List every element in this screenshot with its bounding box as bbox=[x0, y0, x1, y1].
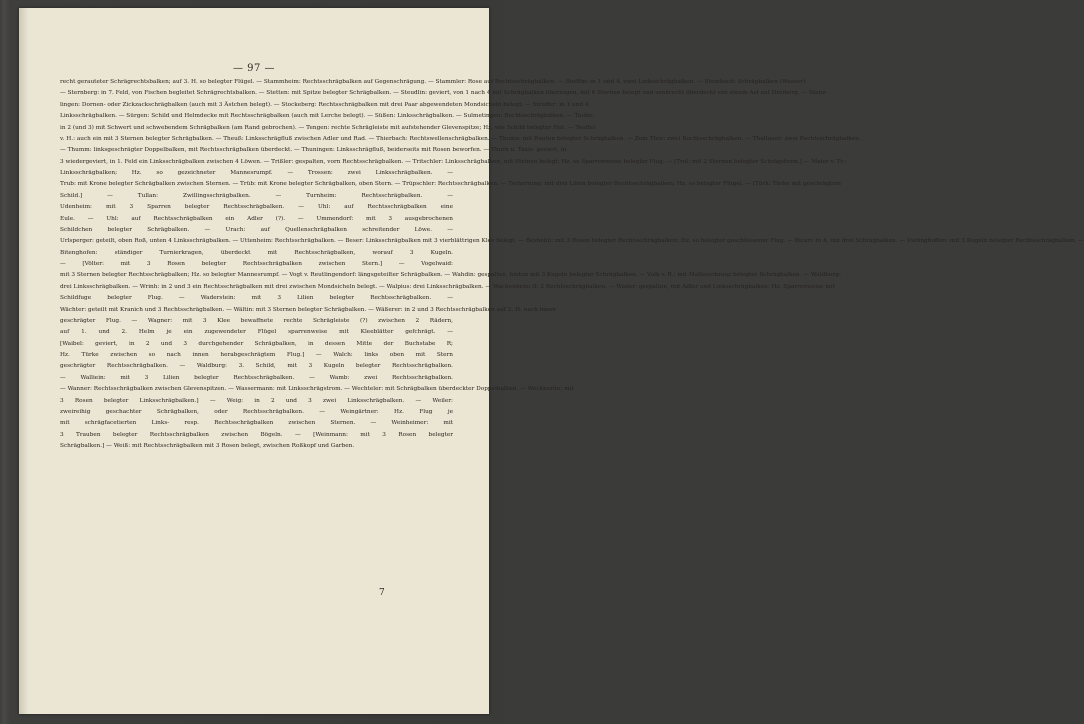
text-line: v. H.: auch ein mit 3 Sternen belegter Schrägbalken. — Theuß: Linksschrägfluß zwischen Adler und Rad. — Thierbach: Rechtswellenschrägbalken. — Thoma: mit Rauten belegter Schrägbalken. — Zum Thor: zwei Rechtsschrägbalken. — Thullauer: zwei Rechtsschrägbalken. bbox=[60, 135, 861, 142]
text-line: Urlsperger: geteilt, oben Roß, unten 4 Linksschrägbalken. — Uttenheim: Rechtsschrägbalken. — Beser: Linksschrägbalken mit 3 vierblättrigen Klee belegt. — Beyhelin: mit 3 Rosen belegter Rechtsschrägbalken; Hz. so belegter geschlossener Flug. — Bicari: in 4, mit drei Schrägbalken. — Vietinghoffen: mit 3 Kugeln belegter Rechtsschrägbalken. — bbox=[60, 238, 1084, 245]
text-line: — Walliein: mit 3 Lilien belegter Rechtsschrägbalken. — Wamb: zwei Rechtsschrägbalken. bbox=[60, 374, 453, 381]
text-line: lingen: Dornen- oder Zickzackschrägbalken (auch mit 3 Ästchen belegt). — Stockeberg: Rechtsschrägbalken mit drei Paar abgewendeten Mondsicheln belegt. — Straffer: in 1 und 4 bbox=[60, 101, 589, 108]
text-line: mit 3 Sternen belegter Rechtsschrägbalken; Hz. so belegter Mannesrumpf. — Vogt v. Reutlingendorf: längsgeteilter Schrägbalken. — Wahdin: gespalten, hinten mit 3 Kugeln belegter Schrägbalken. — Volk v. R.: mit Malteserkreuz belegter Schrägbalken. — Waldburg: bbox=[60, 272, 841, 279]
text-line: Bitenghofen: ständiger Turnierkragen, überdeckt mit Rechtsschrägbalken, worauf 3 Kugeln. bbox=[60, 249, 453, 256]
text-line: mit schrägfacetierten Links- resp. Rechtsschrägbalken zwischen Sternen. — Weinheimer: mit bbox=[60, 420, 453, 427]
text-line: [Waibel: geviert, in 2 und 3 durchgehender Schrägbalken, in dessen Mitte der Buchstabe R; bbox=[60, 340, 453, 347]
text-line: Wächter: geteilt mit Kranich und 3 Rechtsschrägbalken. — Wältin: mit 3 Sternen belegter Schrägbalken. — Wäßerer: in 2 und 3 Rechtsschrägbalken auf 2. H. nach innen bbox=[60, 306, 556, 313]
text-line: Eule. — Uhl: auf Rechtsschrägbalken ein Adler (?). — Ummendorf: mit 3 ausgebrochenen bbox=[60, 215, 453, 222]
text-line: geschrägter Flug. — Wagner: mit 3 Klee bewaffnete rechte Schrägleiste (?) zwischen 2 Rädern, bbox=[60, 317, 453, 324]
text-line: Schild.] — Tullan: Zwillingsschrägbalken. — Turnheim: Rechtsschrägbalken. — bbox=[60, 192, 453, 199]
text-line: Udenheim: mit 3 Sparren belegter Rechtsschrägbalken. — Uhl: auf Rechtsschrägbalken eine bbox=[60, 204, 453, 211]
page-number: — 97 — bbox=[232, 63, 276, 74]
text-line: — Sternberg: in 7. Feld, von Fischen begleitet Schrägrechtsbalken. — Stetten: mit Spitze belegter Schrägbalken. — Steudlin: geviert, von 1 nach 4 mit Schrägbalken überzogen, mit 6 Sternen belegt und senkrecht überdeckt von einem Ast auf Dreiberg. — Stenz- bbox=[60, 90, 828, 97]
text-line: 3 Trauben belegter Rechtsschrägbalken zwischen Bögeln. — [Weinmann: mit 3 Rosen belegter bbox=[60, 431, 453, 438]
text-line: — Thumm: linksgeschrägter Doppelbalken, mit Rechtsschrägbalken überdeckt. — Thuningen: Linksschrägfluß, beiderseits mit Rosen beworfen. — Thurn u. Taxis: geviert, in bbox=[60, 147, 567, 154]
text-line: geschrägter Rechtsschrägbalken. — Waldburg: 3. Schild, mit 3 Kugeln belegter Rechtsschrägbalken. bbox=[60, 363, 453, 370]
text-line: recht gerauteter Schrägrechtsbalken; auf 3. H. so belegter Flügel. — Stammheim: Rechtsschrägbalken auf Gegenschrägung. — Stammler: Rose auf Rechtsschrägbalken. — Stefflin: in 1 und 4, zwei Linksschrägbalken. — Steinbach: Schrägbalken (Wasser). bbox=[60, 79, 807, 85]
text-line: — [Völter: mit 3 Rosen belegter Rechtsschrägbalken zwischen Stern.] — Vogelwaid: bbox=[60, 261, 453, 267]
text-line: Schildfuge belegter Flug. — Waderstein: mit 3 Lilien belegter Rechtsschrägbalken. — bbox=[60, 295, 453, 302]
text-line: auf 1. und 2. Helm je ein zugewendeter Flügel sparrenweise mit Kleeblätter gefchrägt. — bbox=[60, 329, 453, 336]
signature-mark: 7 bbox=[379, 588, 385, 598]
text-line: Linksschrägbalken. — Sürgen: Schild und Helmdecke mit Rechtsschrägbalken (auch mit Lerche belegt). — Süßen: Linksschrägbalken. — Sulmetingen: Rechtsschrägbalken. — Taube: bbox=[60, 113, 595, 120]
text-line: zweireihig geschachter Schrägbalken, oder Rechtsschrägbalken. — Weingärtner: Hz. Flug je bbox=[60, 408, 453, 415]
text-line: drei Linksschrägbalken. — Wrinh: in 2 und 3 ein Rechtsschrägbalken mit drei zwischen Mondsicheln belegt. — Walpius: drei Linksschrägbalken. — Wachenheim II: 2 Rechtsschrägbalken. — Wader: gespalten, mit Adler und Linksschrägbalken; Hz. Sparrenweise mit bbox=[60, 283, 835, 290]
body-text bbox=[60, 77, 1084, 452]
text-line: 3 wiedergeviert, in 1. Feld ein Linksschrägbalken zwischen 4 Löwen. — Trißler: gespalten, vorn Rechtsschrägbalken. — Tritschler: Linksschrägbalken, mit Steinen belegt; Hz. so Sparrenweise belegter Flug. — [Trol: mit 2 Sternen belegter Schrägstrom.] — Maier v. Tr.: bbox=[60, 158, 847, 165]
text-line: Schrägbalken.] — Weiß: mit Rechtsschrägbalken mit 3 Rosen belegt, zwischen Roßkopf und Garben. bbox=[60, 443, 355, 449]
text-line: Hz. Türke zwischen so nach innen herabgeschrägtem Flug.] — Walch: links oben mit Stern bbox=[60, 352, 453, 358]
text-line: 3 Rosen belegter Linksschrägbalken.] — Weig: in 2 und 3 zwei Linksschrägbalken. — Weiler: bbox=[60, 397, 453, 404]
text-line: Linksschrägbalken; Hz. so gezeichneter Mannesrumpf. — Trossen: zwei Linksschrägbalken. — bbox=[60, 170, 453, 176]
text-line: in 2 (und 3) mit Schwert und schwebendem Schrägbalken (am Rand gebrochen). — Tengen: rechte Schrägleiste mit aufstehender Glevenspitze; Hz. wie Schild belegter Hut. — Teuffel bbox=[60, 124, 596, 131]
text-line: Trub: mit Krone belegter Schrägbalken zwischen Sternen. — Trüb: mit Krone belegter Schrägbalken, oben Stern. — Trüpschler: Rechtsschrägbalken. — Tscherning: mit drei Lilien belegter Rechtsschrägbalken; Hz. so belegter Flügel. — [Türk: Türke mit geschrägtem bbox=[60, 181, 841, 188]
text-line: — Wanner: Rechtsschrägbalken zwischen Glevenspitzen. — Wassermann: mit Linksschrägstrom. — Wechteler: mit Schrägbalken überdeckter Doppelbalken. — Weckherlin: mit bbox=[60, 386, 574, 393]
text-line: Schildchen belegter Schrägbalken. — Urach: auf Quellenschrägbalken schreitender Löwe. — bbox=[60, 226, 453, 233]
document-page bbox=[19, 8, 1084, 714]
